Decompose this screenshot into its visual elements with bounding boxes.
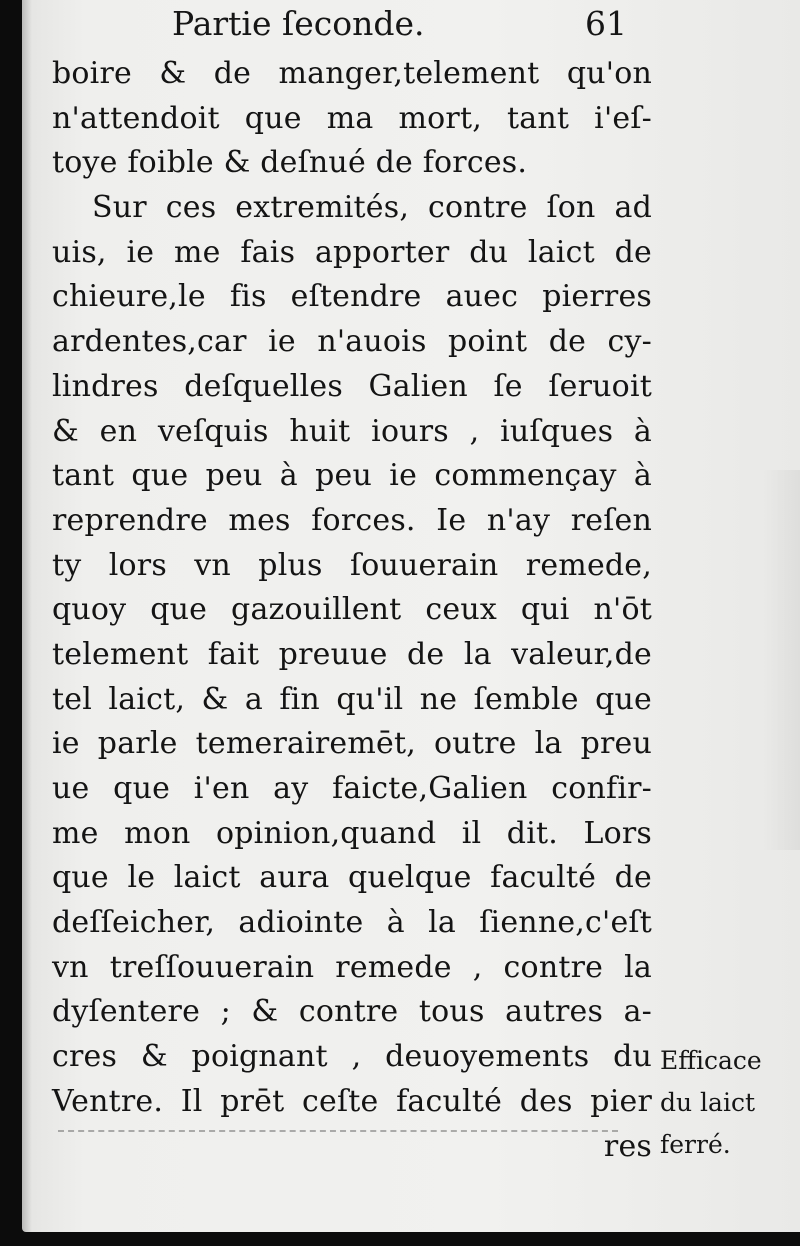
text-line: & en veſquis huit iours , iuſques à (52, 413, 652, 449)
text-line: Ventre. Il prēt ceſte faculté des pier (52, 1083, 652, 1119)
text-line: toye foible & deſnué de forces. (52, 145, 528, 181)
margin-note-line: ferré. (660, 1130, 731, 1159)
text-line: boire & de manger,telement qu'on (52, 56, 652, 91)
dashed-rule (58, 1130, 618, 1132)
text-line: cres & poignant , deuoyements du (52, 1039, 652, 1075)
margin-note-line: du laict (660, 1088, 755, 1117)
margin-note-line: Efficace (660, 1046, 762, 1075)
ink-bleed-shadow (762, 470, 800, 850)
text-line: ty lors vn plus ſouuerain remede, (52, 547, 652, 583)
text-line: tant que peu à peu ie commençay à (52, 458, 652, 494)
text-line: uis, ie me fais apporter du laict de (52, 234, 652, 270)
text-line: quoy que gazouillent ceux qui n'ōt (52, 592, 652, 628)
text-line: deſſeicher, adiointe à la ſienne,c'eſt (52, 905, 652, 941)
body-text (52, 52, 652, 1169)
text-line: ie parle temerairemēt, outre la preu (52, 726, 652, 762)
book-page (22, 0, 800, 1232)
text-line: ue que i'en ay faicte,Galien confir- (52, 771, 652, 806)
text-line: tel laict, & a fin qu'il ne ſemble que (52, 681, 652, 717)
text-line: Sur ces extremités, contre ſon ad (92, 190, 652, 226)
running-title: Partie ſeconde. (172, 4, 425, 43)
text-line: me mon opinion,quand il dit. Lors (52, 815, 652, 851)
text-line: n'attendoit que ma mort, tant i'eſ- (52, 100, 652, 136)
page-number: 61 (585, 4, 627, 43)
catchword: res (603, 1128, 652, 1164)
text-line: vn treſſouuerain remede , contre la (52, 949, 652, 985)
text-line: que le laict aura quelque faculté de (52, 860, 652, 896)
text-line: ardentes,car ie n'auois point de cy- (52, 324, 652, 360)
text-line: lindres deſquelles Galien ſe ſeruoit (52, 368, 652, 404)
text-line: chieure,le fis eſtendre auec pierres (52, 279, 652, 315)
margin-note (660, 1040, 790, 1166)
text-line: reprendre mes forces. Ie n'ay reſen (52, 502, 652, 538)
text-line: dyſentere ; & contre tous autres a- (52, 994, 652, 1030)
text-line: telement fait preuue de la valeur,de (52, 636, 652, 672)
